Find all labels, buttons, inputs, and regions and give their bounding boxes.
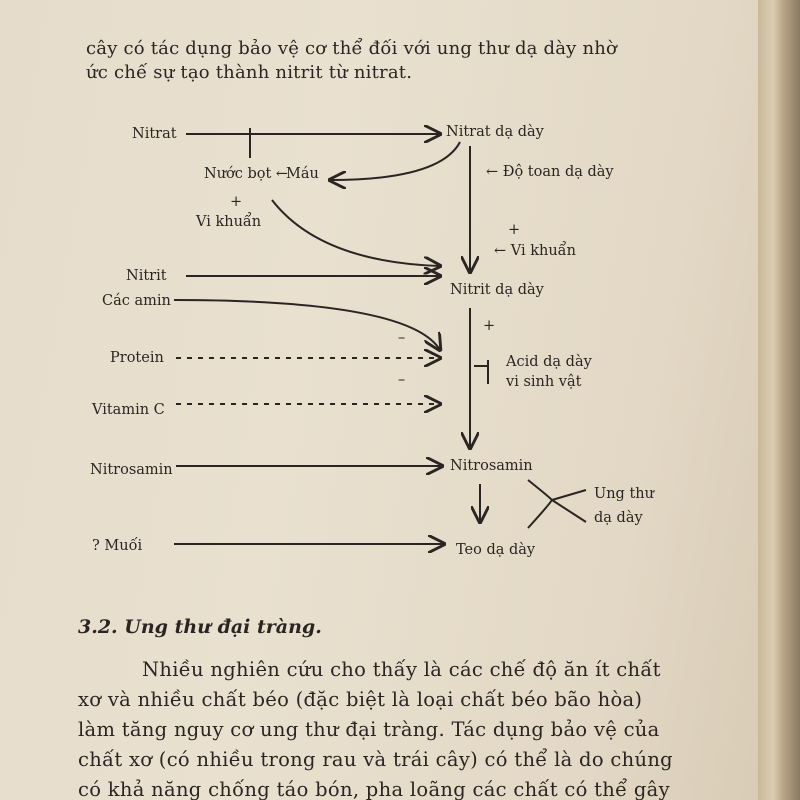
label-ung-thu-2: dạ dày: [594, 510, 643, 526]
arrow-to-mau: [330, 142, 460, 180]
body-line-1: Nhiều nghiên cứu cho thấy là các chế độ ăn ít chất: [142, 658, 661, 681]
body-line-3: làm tăng nguy cơ ung thư đại tràng. Tác dụng bảo vệ của: [78, 718, 660, 741]
label-vi-khuan-right: ← Vi khuẩn: [494, 243, 576, 259]
label-plus-right: +: [508, 222, 521, 238]
label-plus-mid: +: [483, 318, 496, 334]
section-heading: 3.2. Ung thư đại tràng.: [78, 616, 322, 638]
page-edge: [758, 0, 800, 800]
body-line-4: chất xơ (có nhiều trong rau và trái cây) có thể là do chúng: [78, 748, 673, 771]
intro-line-1: cây có tác dụng bảo vệ cơ thể đối với ung thư dạ dày nhờ: [86, 38, 618, 59]
body-line-5: có khả năng chống táo bón, pha loãng các chất có thể gây: [78, 778, 670, 800]
label-vi-khuan-left: Vi khuẩn: [196, 214, 262, 230]
label-vitamin-c: Vitamin C: [92, 402, 165, 418]
label-teo-da-day: Teo dạ dày: [456, 542, 536, 558]
arrow-vikhuan-curve: [272, 200, 440, 266]
label-mau: Máu: [286, 166, 319, 182]
ung-thu-arrow: [552, 490, 586, 522]
label-acid-2: vi sinh vật: [506, 374, 582, 390]
label-nitrat: Nitrat: [132, 126, 177, 142]
ung-thu-bracket: [528, 480, 552, 528]
label-nitrosamin-src: Nitrosamin: [90, 462, 173, 478]
label-nitrit-da-day: Nitrit dạ dày: [450, 282, 544, 298]
intro-line-2: ức chế sự tạo thành nitrit từ nitrat.: [86, 62, 413, 83]
body-line-2: xơ và nhiều chất béo (đặc biệt là loại chất béo bão hòa): [78, 688, 643, 711]
label-do-toan: ← Độ toan dạ dày: [486, 164, 614, 180]
label-muoi: ? Muối: [92, 538, 143, 554]
label-nitrit: Nitrit: [126, 268, 167, 284]
label-ung-thu-1: Ung thư: [594, 486, 654, 502]
label-nuoc-bot: Nước bọt ←: [204, 166, 289, 182]
label-acid-1: Acid dạ dày: [506, 354, 592, 370]
label-minus-2: –: [398, 372, 406, 388]
label-protein: Protein: [110, 350, 164, 366]
label-cac-amin: Các amin: [102, 293, 171, 309]
label-nitrosamin-dst: Nitrosamin: [450, 458, 533, 474]
label-plus-left: +: [230, 194, 243, 210]
label-nitrat-da-day: Nitrat dạ dày: [446, 124, 544, 140]
label-minus-1: –: [398, 330, 406, 346]
